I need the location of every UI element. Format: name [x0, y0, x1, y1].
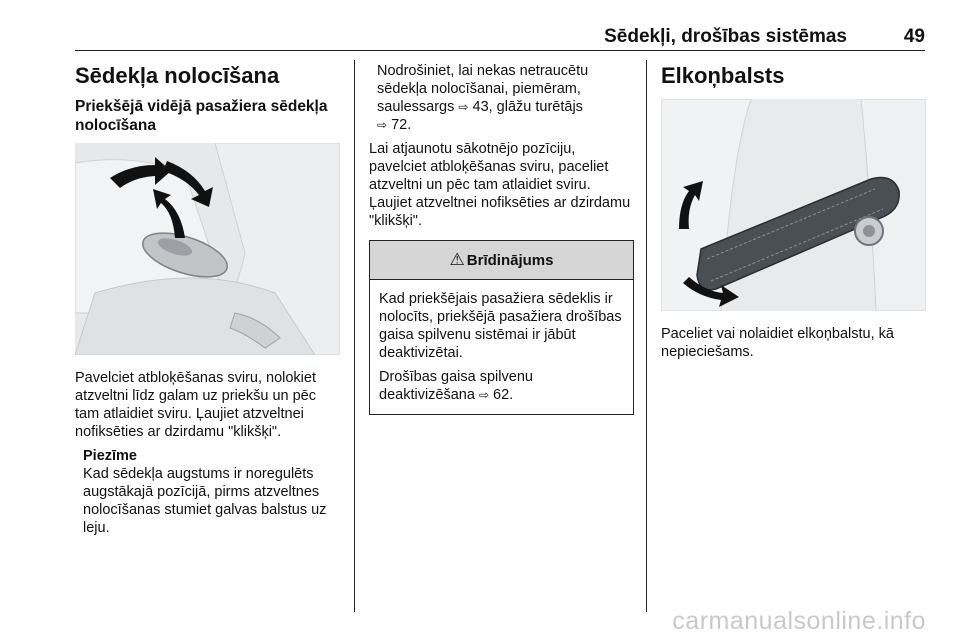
restore-paragraph: Lai atjaunotu sākotnējo pozīciju, pavelciet atbloķēšanas sviru, paceliet atzveltni un pēc tam atlaidiet sviru. Ļaujiet atzveltnei nofiksēties ar dzirdamu "klikšķi".	[369, 141, 631, 229]
warning-icon: ⚠	[449, 250, 465, 270]
warning-text-1: Kad priekšējais pasažiera sēdeklis ir nolocīts, priekšējā pasažiera drošības gaisa spilvenu sistēmai ir jābūt deaktivizētai.	[379, 291, 622, 361]
body-paragraph: Pavelciet atbloķēšanas sviru, nolokiet atzveltni līdz galam uz priekšu un pēc tam atlaidiet sviru. Ļaujiet atzveltnei nofiksēties ar dzirdamu "klikšķi".	[75, 370, 316, 440]
column-3	[661, 62, 926, 367]
seat-lever-image	[75, 143, 340, 355]
page-ref-icon: ⇨	[377, 118, 388, 132]
subsection-heading: Priekšējā vidējā pasažiera sēdekļa nolocīšana	[75, 98, 328, 134]
column-divider-2	[646, 60, 647, 612]
p1-ref1: 43, glāžu turētājs	[472, 99, 583, 115]
note-title: Piezīme	[83, 448, 137, 464]
p1-ref2: 72.	[391, 117, 412, 133]
continued-paragraph	[377, 62, 634, 134]
p1-text: Nodrošiniet, lai nekas netraucētu sēdekļa nolocīšanai, piemēram, saulessargs	[377, 63, 589, 115]
armrest-heading: Elkoņbalsts	[661, 63, 785, 88]
note-block	[83, 447, 340, 537]
note-text: Kad sēdekļa augstums ir noregulēts augstākajā pozīcijā, pirms atzveltnes nolocīšanas stumiet galvas balstus uz leju.	[83, 466, 327, 536]
seat-folding-illustration	[75, 143, 340, 355]
armrest-paragraph: Paceliet vai nolaidiet elkoņbalstu, kā nepieciešams.	[661, 326, 894, 360]
watermark: carmanualsonline.info	[672, 607, 926, 635]
section-heading: Sēdekļa nolocīšana	[75, 63, 280, 88]
warning-box	[369, 240, 634, 415]
header-title: Sēdekļi, drošības sistēmas	[604, 26, 847, 47]
header-rule	[75, 50, 925, 51]
warning-body	[370, 280, 633, 414]
warning-header	[370, 241, 633, 280]
page-ref-icon: ⇨	[458, 100, 469, 114]
column-2	[369, 62, 634, 415]
column-divider-1	[354, 60, 355, 612]
column-1	[75, 62, 340, 543]
warning-title: Brīdinājums	[466, 251, 554, 269]
warning-ref: 62.	[493, 387, 514, 403]
warning-text-2-body: Drošības gaisa spilvenu deaktivizēšana	[379, 369, 533, 403]
armrest-illustration	[661, 99, 926, 311]
warning-text-2	[379, 368, 624, 404]
page-number: 49	[903, 26, 925, 47]
armrest-image	[661, 99, 926, 311]
page-ref-icon: ⇨	[478, 388, 490, 402]
